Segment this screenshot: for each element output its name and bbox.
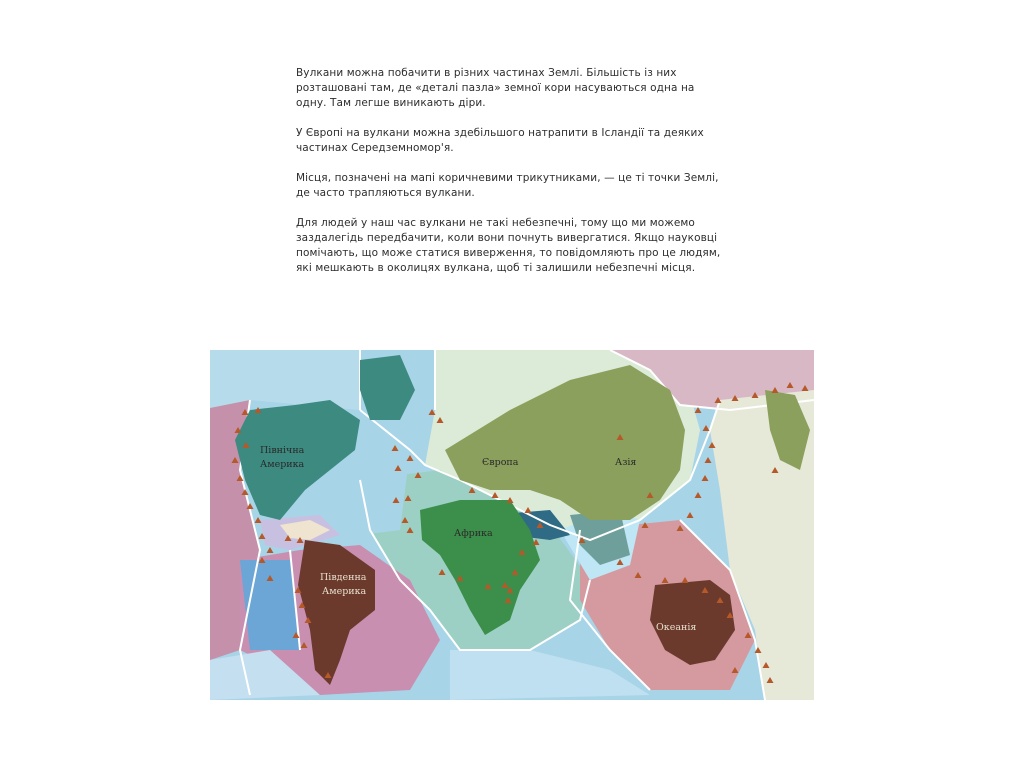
label-africa: Африка [454,528,493,539]
arctic-plate [210,350,360,410]
map-svg [210,350,814,700]
label-europe: Європа [482,457,519,468]
label-south-america-1: Південна [320,572,367,583]
label-north-america-1: Північна [260,445,305,456]
label-asia: Азія [615,457,637,468]
label-north-america-2: Америка [260,459,305,470]
text-block [296,66,726,291]
label-oceania: Океанія [656,622,697,633]
paragraph-1: Вулкани можна побачити в різних частинах Землі. Більшість із них розташовані там, де «деталі пазла» земної кори насуваються одна на одну. Там легше виникають діри. [296,67,695,109]
label-south-america-2: Америка [322,586,367,597]
paragraph-3: Місця, позначені на мапі коричневими трикутниками, — це ті точки Землі, де часто трапляються вулкани. [296,172,719,199]
paragraph-2: У Європі на вулкани можна здебільшого натрапити в Ісландії та деяких частинах Середземномор'я. [296,127,704,154]
tectonic-plates-map [210,350,814,700]
paragraph-4: Для людей у наш час вулкани не такі небезпечні, тому що ми можемо заздалегідь передбачити, коли вони почнуть вивергатися. Якщо науковці помічають, що може статися виверження, то повідомляють про це людям, які мешкають в околицях вулкана, щоб ті залишили небезпечні місця. [296,217,721,274]
